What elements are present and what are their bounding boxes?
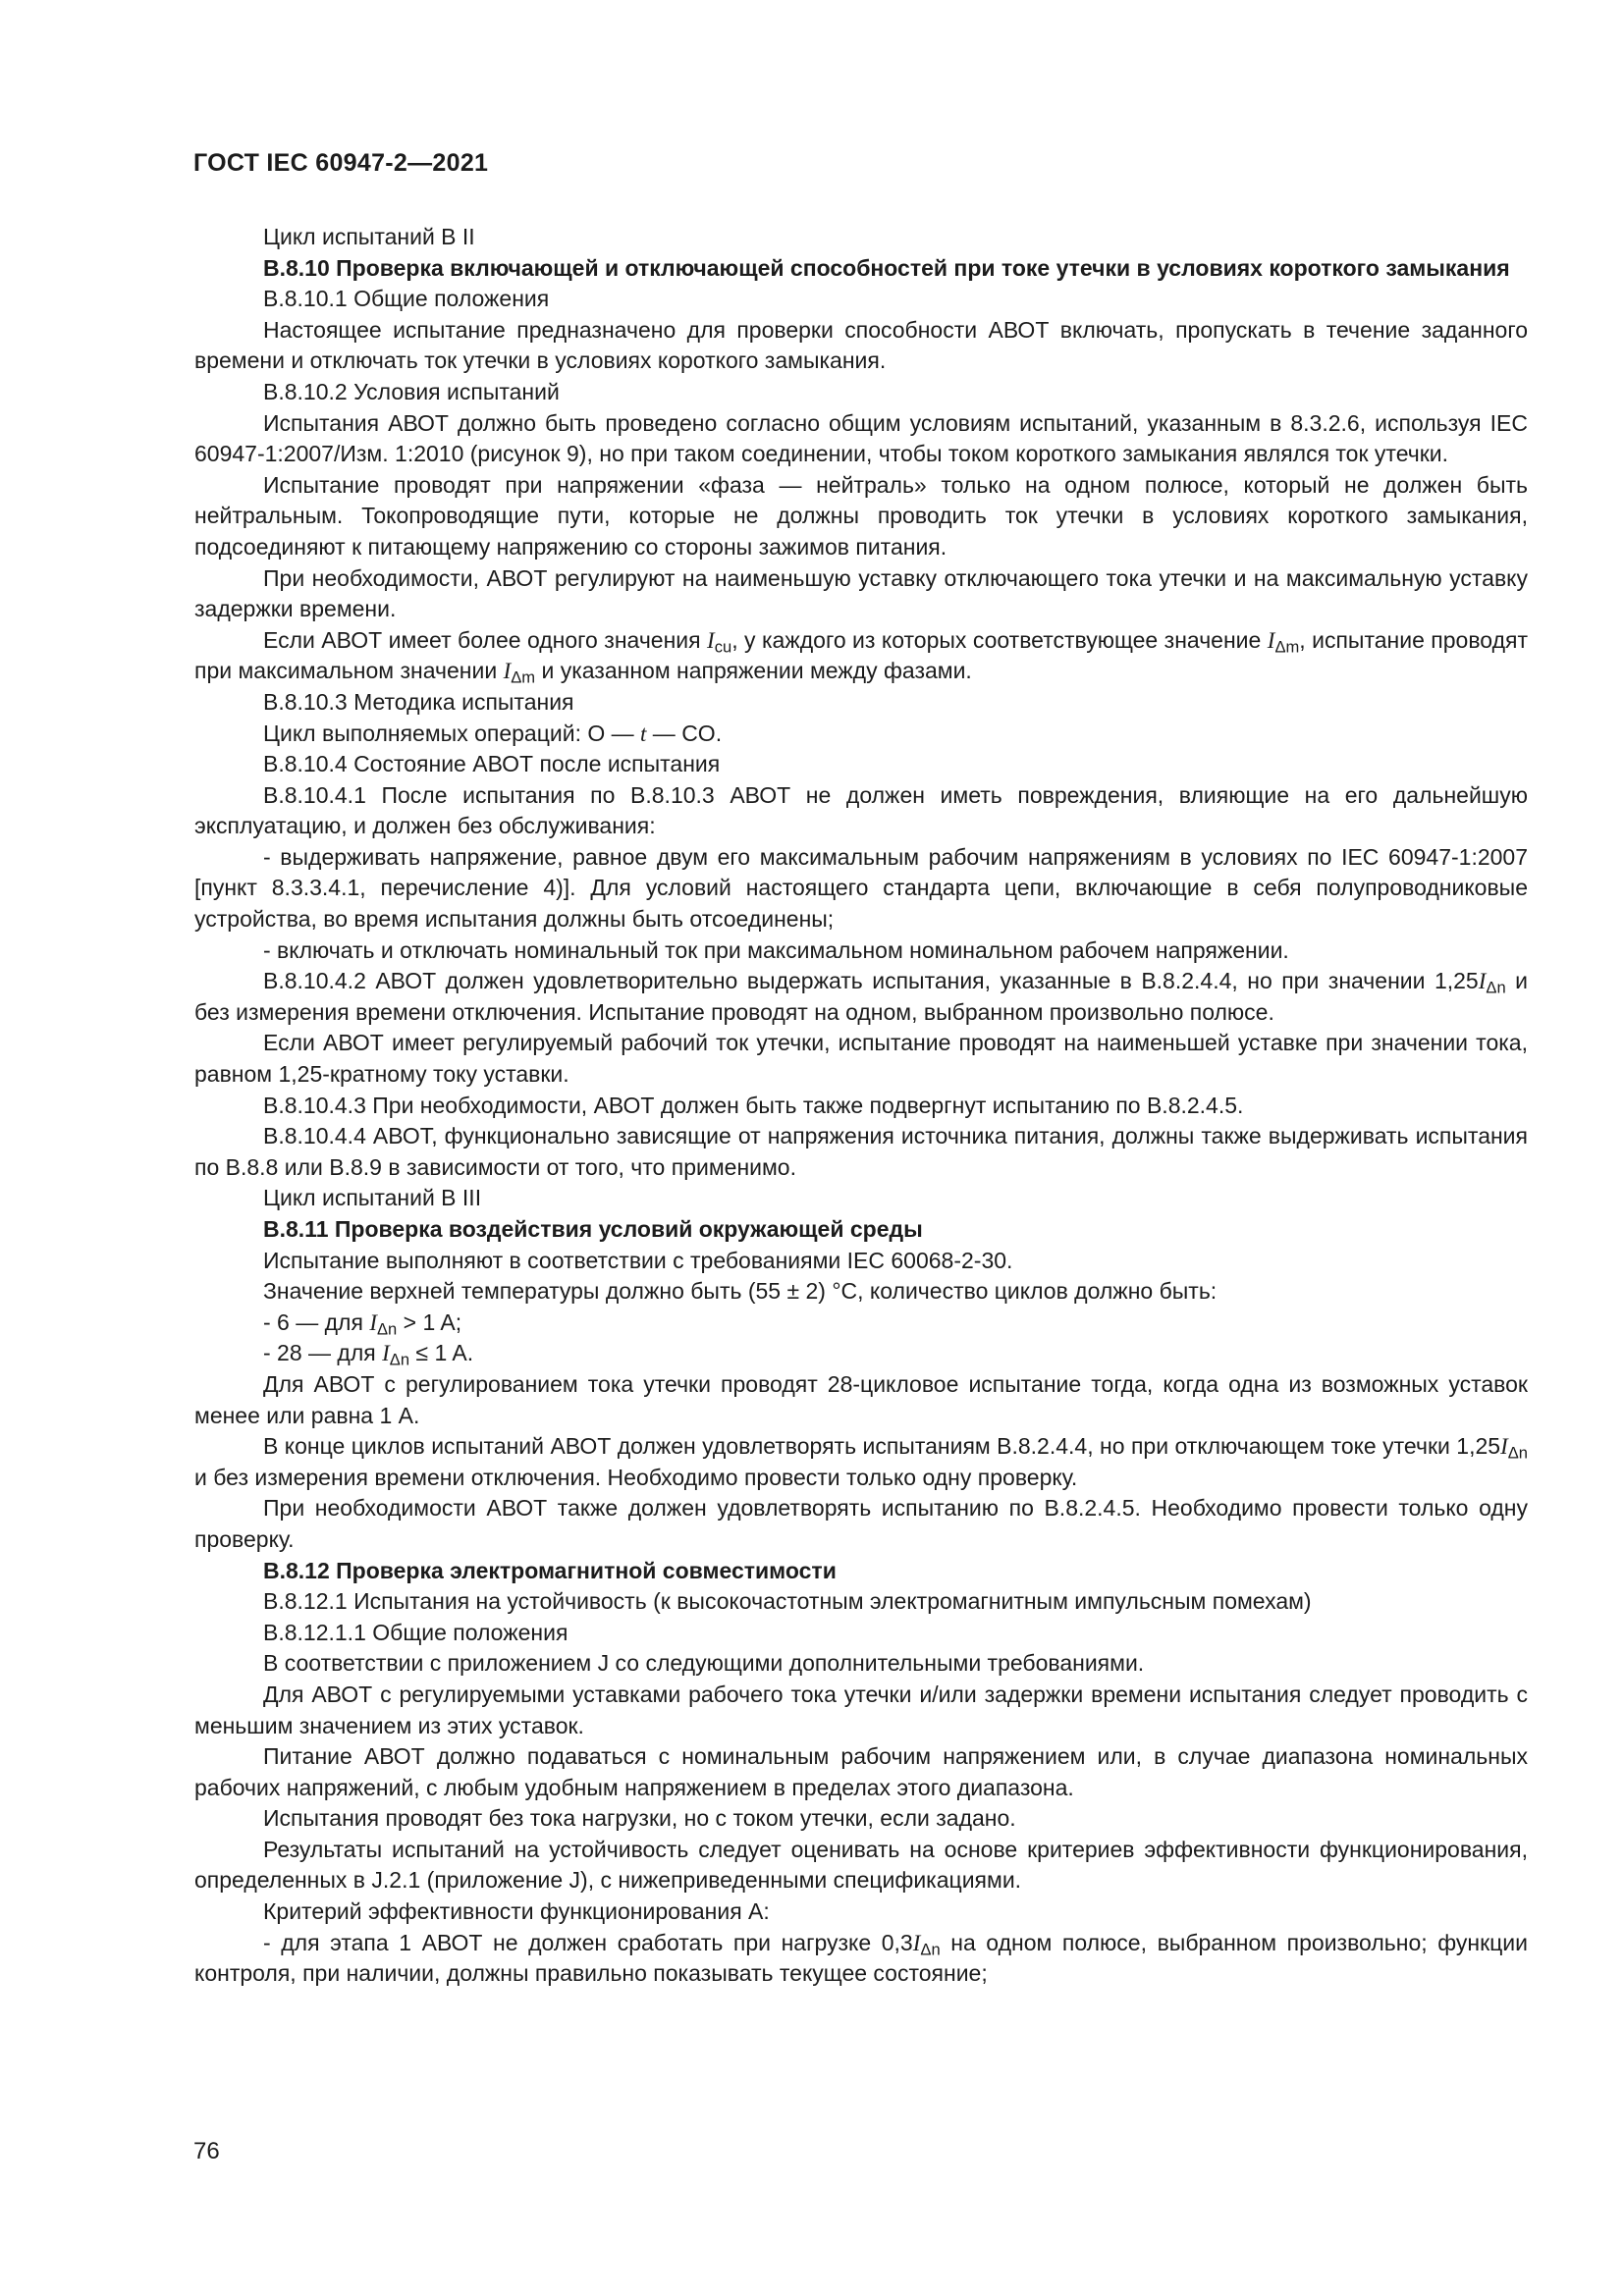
subsection-heading: B.8.10.2 Условия испытаний [263,378,560,404]
paragraph: Испытание выполняют в соответствии с требованиями IEC 60068-2-30. [263,1247,1013,1273]
paragraph: Результаты испытаний на устойчивость следует оценивать на основе критериев эффективности функционирования, определенных в J.2.1 (приложение J), с нижеприведенными спецификациями. [194,1836,1528,1894]
symbol-I: I [1267,627,1275,653]
paragraph: Если АВОТ имеет регулируемый рабочий ток утечки, испытание проводят на наименьшей уставке при значении тока, равном 1,25-кратному току уставки. [194,1030,1528,1088]
subscript: Δm [511,667,536,687]
subsection-heading: B.8.10.4 Состояние АВОТ после испытания [263,751,721,777]
symbol-I: I [382,1341,390,1366]
paragraph: B.8.10.4.1 После испытания по B.8.10.3 АВОТ не должен иметь повреждения, влияющие на его дальнейшую эксплуатацию, и должен без обслуживания: [194,781,1528,839]
paragraph: При необходимости АВОТ также должен удовлетворять испытанию по B.8.2.4.5. Необходимо провести только одну проверку. [194,1495,1528,1552]
paragraph: Питание АВОТ должно подаваться с номинальным рабочим напряжением или, в случае диапазона номинальных рабочих напряжений, с любым удобным напряжением в пределах этого диапазона. [194,1743,1528,1800]
document-header: ГОСТ IEC 60947-2—2021 [193,149,489,177]
paragraph: Цикл испытаний B II [263,224,475,249]
list-item: - 6 — для $I_{\Delta n} > 1$ A; [263,1308,462,1339]
section-heading: B.8.10 Проверка включающей и отключающей способностей при токе утечки в условиях короткого замыкания [263,254,1510,281]
paragraph: Испытания АВОТ должно быть проведено согласно общим условиям испытаний, указанным в 8.3.2.6, используя IEC 60947-1:2007/Изм. 1:2010 (рисунок 9), но при таком соединении, чтобы током короткого замыкания являлся ток утечки. [194,409,1528,467]
paragraph: Цикл выполняемых операций: O — t — CO. [263,720,723,746]
paragraph: Цикл испытаний B III [263,1185,482,1211]
list-item: - выдерживать напряжение, равное двум его максимальным рабочим напряжениям в условиях по IEC 60947-1:2007 [пункт 8.3.3.4.1, перечисление 4)]. Для условий настоящего стандарта цепи, включающие в себя полупроводниковые устройства, во время испытания должны быть отсоединены; [194,843,1528,933]
paragraph: B.8.10.4.3 При необходимости, АВОТ должен быть также подвергнут испытанию по B.8.2.4.5. [263,1092,1244,1118]
symbol-I: I [1500,1434,1508,1460]
section-heading: B.8.12 Проверка электромагнитной совместимости [263,1557,837,1583]
subsection-heading: B.8.12.1 Испытания на устойчивость (к высокочастотным электромагнитным импульсным помехам) [263,1588,1312,1615]
subscript: Δn [1486,978,1506,997]
symbol-I: I [503,659,512,684]
paragraph: При необходимости, АВОТ регулируют на наименьшую уставку отключающего тока утечки и на максимальную уставку задержки времени. [194,564,1528,622]
paragraph: Значение верхней температуры должно быть (55 ± 2) °C, количество циклов должно быть: [263,1278,1218,1305]
subscript: Δn [376,1319,398,1339]
paragraph: B.8.10.4.2 АВОТ должен удовлетворительно выдержать испытания, указанные в B.8.2.4.4, но при значении $1,25I_{\Delta n}$ и без измерения времени отключения. Испытание проводят на одном, выбранном произвольно полюсе. [194,968,1528,1025]
subscript: Δn [389,1351,410,1369]
section-heading: B.8.11 Проверка воздействия условий окружающей среды [263,1216,923,1242]
subsection-heading: B.8.12.1.1 Общие положения [263,1619,568,1645]
list-item: - для этапа 1 АВОТ не должен сработать при нагрузке $0,3I_{\Delta n}$ на одном полюсе, выбранном произвольно; функции контроля, при наличии, должны правильно показывать текущее состояние; [194,1929,1529,1987]
paragraph: B.8.10.4.4 АВОТ, функционально зависящие от напряжения источника питания, должны также выдерживать испытания по B.8.8 или B.8.9 в зависимости от того, что применимо. [194,1123,1528,1180]
paragraph: Критерий эффективности функционирования A: [263,1898,770,1925]
paragraph: Испытания проводят без тока нагрузки, но с током утечки, если задано. [263,1805,1016,1832]
symbol-I: I [912,1930,921,1955]
paragraph: Настоящее испытание предназначено для проверки способности АВОТ включать, пропускать в течение заданного времени и отключать ток утечки в условиях короткого замыкания. [194,316,1528,374]
symbol-t: t [640,721,647,746]
paragraph: В соответствии с приложением J со следующими дополнительными требованиями. [263,1650,1145,1677]
subscript: cu [714,637,732,657]
page-body [194,222,1528,1990]
paragraph: Для АВОТ с регулированием тока утечки проводят 28-цикловое испытание тогда, когда одна из возможных уставок менее или равна 1 A. [194,1370,1528,1428]
list-item: - 28 — для $I_{\Delta n} \le 1$ A. [263,1340,474,1369]
list-item: - включать и отключать номинальный ток при максимальном номинальном рабочем напряжении. [263,936,1289,963]
paragraph: Испытание проводят при напряжении «фаза — нейтраль» только на одном полюсе, который не должен быть нейтральным. Токопроводящие пути, которые не должны проводить ток утечки в условиях короткого замыкания, подсоединяют к питающему напряжению со стороны зажимов питания. [194,471,1528,560]
subsection-heading: B.8.10.3 Методика испытания [263,688,574,715]
subscript: Δn [1507,1443,1528,1463]
page-number: 76 [193,2138,220,2164]
subscript: Δm [1274,637,1300,657]
symbol-I: I [369,1309,377,1335]
paragraph: Если АВОТ имеет более одного значения $I_{cu}$, у каждого из которых соответствующее значение $I_{\Delta m}$, испытание проводят при максимальном значении $I_{\Delta m}$ и указанном напряжении между фазами. [194,626,1528,687]
subsection-heading: B.8.10.1 Общие положения [263,286,550,312]
subscript: Δn [920,1940,941,1959]
paragraph: Для АВОТ с регулируемыми уставками рабочего тока утечки и/или задержки времени испытания следует проводить с меньшим значением из этих уставок. [194,1681,1528,1738]
paragraph: В конце циклов испытаний АВОТ должен удовлетворять испытаниям B.8.2.4.4, но при отключающем токе утечки $1,25I_{\Delta n}$ и без измерения времени отключения. Необходимо провести только одну проверку. [194,1433,1528,1490]
symbol-I: I [1478,969,1487,994]
symbol-I: I [707,627,715,653]
